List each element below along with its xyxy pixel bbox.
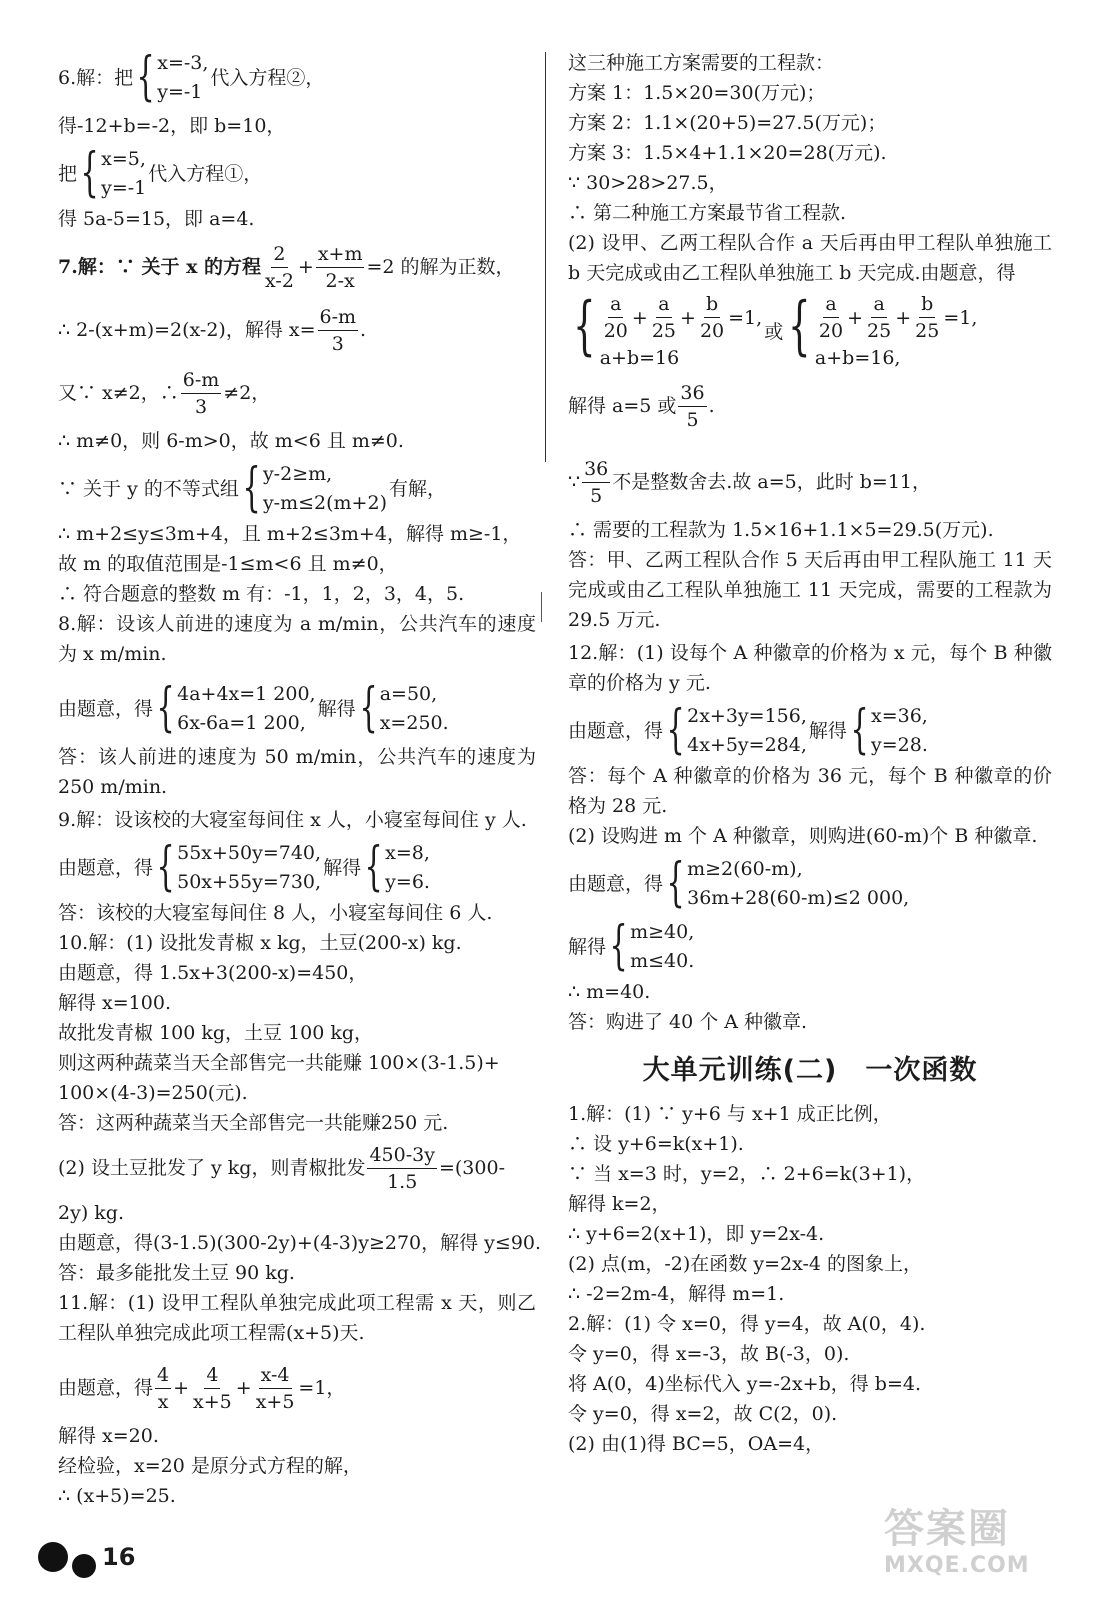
q6-line2: 得-12+b=-2，即 b=10， [58, 115, 286, 137]
q10-line1: 10.解：(1) 设批发青椒 x kg，土豆(200-x) kg. [58, 932, 462, 954]
q9-sys2-l1: x=8, [385, 842, 430, 864]
q11b-sysA-l1: $\frac{a}{20}$ + $\frac{a}{25}$ + $\frac{b}{20}$ =1, [603, 293, 763, 342]
q11-line4: 经检验，x=20 是原分式方程的解， [58, 1455, 362, 1477]
frac-den: 25 [915, 320, 940, 342]
q12-l6a: 解得 [568, 936, 607, 958]
q12-line6 [568, 917, 1052, 977]
q6-after2: 代入方程①， [148, 163, 263, 185]
q7-frac1 [263, 241, 296, 294]
q9-l2a: 由题意，得 [58, 857, 154, 879]
q11-frac1 [155, 1362, 171, 1415]
q8-para1: 8.解：设该人前进的速度为 a m/min，公共汽车的速度为 x m/min. [58, 613, 536, 665]
q11-l2b: =1， [298, 1377, 346, 1399]
q11b-line11: ∴ 需要的工程款为 1.5×16+1.1×5=29.5(万元). [568, 519, 994, 541]
frac-den: 20 [818, 320, 844, 342]
frac-num: 450-3y [367, 1142, 437, 1169]
s1-line5: ∴ y+6=2(x+1)，即 y=2x-4. [568, 1223, 825, 1245]
q10-line5: 则这两种蔬菜当天全部售完一共能赚 100×(3-1.5)+ [58, 1052, 500, 1074]
frac-den: 5 [590, 484, 603, 507]
page-number-text: 16 [102, 1543, 136, 1571]
q11b-line1: 这三种施工方案需要的工程款： [568, 52, 835, 74]
q7-l1b: =2 的解为正数， [366, 256, 515, 278]
q12-system4: { m≥40, m≤40. [609, 916, 695, 976]
q7-l3a: 又∵ x≠2，∴ [58, 382, 179, 404]
q7-sys-l1: y-2≥m, [262, 463, 333, 485]
frac-num: 4 [204, 1362, 220, 1389]
q8-sys2-l1: a=50, [379, 683, 438, 705]
frac-num: 4 [155, 1362, 171, 1389]
q10-frac1 [367, 1142, 437, 1195]
q9-system2: { x=8, y=6. [364, 837, 430, 897]
frac-num: a [656, 291, 671, 318]
s1-line3: ∵ 当 x=3 时，y=2，∴ 2+6=k(3+1)， [568, 1163, 926, 1185]
q8-sys1-l2: 6x-6a=1 200, [177, 712, 306, 734]
q9-sys2-l2: y=6. [385, 871, 430, 893]
frac-num: 2 [271, 241, 287, 268]
q7-line3 [58, 363, 536, 423]
q12-line5 [568, 854, 1052, 914]
q11b-frac9 [678, 380, 706, 433]
q10-line8 [58, 1138, 536, 1198]
q12-system2: { x=36, y=28. [850, 700, 928, 760]
q6-prefix: 6.解：把 [58, 67, 134, 89]
frac-den: 1.5 [387, 1170, 418, 1193]
q12-line2 [568, 701, 1052, 761]
q7-line5 [58, 459, 536, 519]
q9-l2b: 解得 [323, 857, 362, 879]
s2-line1: 2.解：(1) 令 x=0，得 y=4，故 A(0，4). [568, 1313, 926, 1335]
q11b-line3: 方案 2：1.1×(20+5)=27.5(万元)； [568, 112, 887, 134]
q11b-line5: ∵ 30>28>27.5， [568, 172, 728, 194]
q7-line8: ∴ 符合题意的整数 m 有：-1，1，2，3，4，5. [58, 583, 465, 605]
q6-sys2-l2: y=-1 [101, 177, 147, 199]
q11-plus: + [173, 1377, 190, 1399]
q10-l8b: =(300- [438, 1157, 505, 1179]
s2-line5: (2) 由(1)得 BC=5，OA=4， [568, 1433, 825, 1455]
frac-den: 25 [867, 320, 892, 342]
frac-num: a [823, 291, 838, 318]
frac-num: a [871, 291, 886, 318]
q12-l2b: 解得 [808, 720, 847, 742]
q11b-line9 [568, 376, 1052, 436]
q10-line2: 由题意，得 1.5x+3(200-x)=450， [58, 962, 368, 984]
q12-line4: (2) 设购进 m 个 A 种徽章，则购进(60-m)个 B 种徽章. [568, 825, 1038, 847]
left-column [58, 47, 542, 1511]
frac-num: a [608, 291, 623, 318]
q10-l8a: (2) 设土豆批发了 y kg，则青椒批发 [58, 1157, 366, 1179]
q7-line7: 故 m 的取值范围是-1≤m<6 且 m≠0， [58, 553, 398, 575]
q11b-l9b: . [708, 395, 715, 417]
q11b-frac10 [582, 456, 610, 509]
s2-line4: 令 y=0，得 x=2，故 C(2，0). [568, 1403, 838, 1425]
q7-line2 [58, 300, 536, 360]
q11b-systems [568, 291, 1052, 373]
frac-num: 36 [582, 456, 610, 483]
watermark-bottom: MXQE.COM [884, 1553, 1030, 1578]
q11-line3: 解得 x=20. [58, 1425, 159, 1447]
watermark-logo [884, 1505, 1074, 1593]
q12-l2a: 由题意，得 [568, 720, 664, 742]
frac-den: x+5 [255, 1390, 295, 1413]
q7-system: { y-2≥m, y-m≤2(m+2) [242, 458, 387, 518]
q7-line6: ∴ m+2≤y≤3m+4，且 m+2≤3m+4，解得 m≥-1， [58, 523, 522, 545]
q10-line10: 由题意，得(3-1.5)(300-2y)+(4-3)y≥270，解得 y≤90. [58, 1232, 542, 1254]
s1-line4: 解得 k=2， [568, 1193, 671, 1215]
q7-l3b: ≠2， [223, 382, 271, 404]
q6-line3 [58, 144, 536, 204]
sys-tail: =1, [943, 306, 978, 329]
q8-sys1-l1: 4a+4x=1 200, [177, 683, 316, 705]
page-number [38, 1536, 135, 1578]
q9-sys1-l1: 55x+50y=740, [177, 842, 322, 864]
q11-plus2: + [235, 1377, 252, 1399]
q10-line3: 解得 x=100. [58, 992, 171, 1014]
q12-system1: { 2x+3y=156, 4x+5y=284, [666, 700, 807, 760]
frac-num: b [919, 291, 935, 318]
s1-line7: ∴ -2=2m-4，解得 m=1. [568, 1283, 785, 1305]
q9-line2 [58, 838, 536, 898]
q6-line4: 得 5a-5=15，即 a=4. [58, 208, 255, 230]
q12-system3: { m≥2(60-m), 36m+28(60-m)≤2 000, [666, 853, 910, 913]
q7-l5a: ∵ 关于 y 的不等式组 [58, 478, 239, 500]
q10-line9: 2y) kg. [58, 1202, 124, 1224]
q11-l2a: 由题意，得 [58, 1377, 154, 1399]
q6-line1 [58, 48, 536, 108]
q6-sys1-l2: y=-1 [157, 81, 203, 103]
frac-den: 2-x [325, 269, 355, 292]
margin-tick [541, 592, 542, 622]
s2-line2: 令 y=0，得 x=-3，故 B(-3，0). [568, 1343, 850, 1365]
q6-sys1-l1: x=-3, [157, 52, 209, 74]
s1-line6: (2) 点(m，-2)在函数 y=2x-4 的图象上， [568, 1253, 923, 1275]
q11b-l9a: 解得 a=5 或 [568, 395, 677, 417]
q11-frac2 [191, 1362, 234, 1415]
q11b-sysB-l1: $\frac{a}{20}$ + $\frac{a}{25}$ + $\frac{b}{25}$ =1, [818, 293, 978, 342]
q11b-systemA: { $\frac{a}{20}$ + $\frac{a}{25}$ + $\frac{b}{20}$ =1, a+b=16 [570, 291, 762, 373]
frac-den: 3 [331, 332, 344, 355]
q12-sys4-l1: m≥40, [630, 921, 695, 943]
dot-icon [72, 1554, 96, 1578]
q11b-sysB-l2: a+b=16, [814, 347, 901, 369]
q7-line1 [58, 237, 536, 297]
q8-para3: 答：该人前进的速度为 50 m/min，公共汽车的速度为 250 m/min. [58, 746, 536, 798]
dot-icon [38, 1542, 68, 1572]
q7-l5b: 有解， [388, 478, 446, 500]
section-title: 大单元训练(二) 一次函数 [642, 1055, 978, 1086]
q12-para3: 答：每个 A 种徽章的价格为 36 元，每个 B 种徽章的价格为 28 元. [568, 765, 1052, 817]
frac-den: 25 [651, 320, 677, 342]
q7-sys-l2: y-m≤2(m+2) [262, 492, 387, 514]
q12-sys2-l1: x=36, [871, 705, 928, 727]
q11b-l10a: ∵ [568, 471, 581, 493]
q8-l2b: 解得 [317, 698, 356, 720]
q12-line8: 答：购进了 40 个 A 种徽章. [568, 1011, 808, 1033]
q8-sys2-l2: x=250. [379, 712, 449, 734]
q6-after1: 代入方程②， [210, 67, 325, 89]
q6-system1: { x=-3, y=-1 [136, 47, 209, 107]
q12-para1: 12.解：(1) 设每个 A 种徽章的价格为 x 元，每个 B 种徽章的价格为 y 元. [568, 642, 1052, 694]
q11-line2 [58, 1358, 536, 1418]
q10-line4: 故批发青椒 100 kg，土豆 100 kg， [58, 1022, 374, 1044]
q12-sys1-l1: 2x+3y=156, [687, 705, 807, 727]
frac-num: b [704, 291, 720, 318]
frac-den: x+5 [193, 1390, 232, 1413]
frac-num: 36 [678, 380, 706, 407]
q8-system2: { a=50, x=250. [359, 678, 449, 738]
q11b-l10b: 不是整数舍去.故 a=5，此时 b=11， [612, 471, 931, 493]
q9-system1: { 55x+50y=740, 50x+55y=730, [156, 837, 322, 897]
q7-frac4 [181, 367, 222, 420]
q7-frac3 [318, 304, 359, 357]
q12-sys3-l2: 36m+28(60-m)≤2 000, [687, 887, 910, 909]
q8-system1: { 4a+4x=1 200, 6x-6a=1 200, [156, 678, 316, 738]
q7-line4: ∴ m≠0，则 6-m>0，故 m<6 且 m≠0. [58, 430, 404, 452]
q7-frac2 [316, 241, 365, 294]
q10-line6: 100×(4-3)=250(元). [58, 1082, 248, 1104]
s2-line3: 将 A(0，4)坐标代入 y=-2x+b，得 b=4. [568, 1373, 922, 1395]
q7-l1a: 7.解：∵ 关于 x 的方程 [58, 256, 262, 278]
q11-frac3 [254, 1362, 297, 1415]
q7-l2a: ∴ 2-(x+m)=2(x-2)，解得 x= [58, 319, 316, 341]
q12-sys4-l2: m≤40. [630, 950, 695, 972]
q7-plus: + [297, 256, 314, 278]
q11b-para7: (2) 设甲、乙两工程队合作 a 天后再由甲工程队单独施工 b 天完成或由乙工程队单独施工 b 天完成.由题意，得 [568, 232, 1052, 284]
q12-line7: ∴ m=40. [568, 981, 651, 1003]
frac-num: 6-m [181, 367, 222, 394]
q11-line5: ∴ (x+5)=25. [58, 1485, 176, 1507]
q11b-systemB: { $\frac{a}{20}$ + $\frac{a}{25}$ + $\frac{b}{25}$ =1, a+b=16, [785, 291, 977, 373]
q8-l2a: 由题意，得 [58, 698, 154, 720]
q7-l2b: . [360, 319, 367, 341]
q11b-line4: 方案 3：1.5×4+1.1×20=28(万元). [568, 142, 887, 164]
q11b-or: 或 [764, 321, 784, 343]
frac-den: 3 [194, 395, 208, 418]
q6-system2: { x=5, y=-1 [80, 143, 147, 203]
s1-line1: 1.解：(1) ∵ y+6 与 x+1 成正比例， [568, 1103, 892, 1125]
q6-p3-prefix: 把 [58, 163, 78, 185]
q6-sys2-l1: x=5, [101, 148, 146, 170]
frac-den: 20 [603, 320, 628, 342]
q11-para1: 11.解：(1) 设甲工程队单独完成此项工程需 x 天，则乙工程队单独完成此项工程需(x+5)天. [58, 1292, 536, 1344]
q12-sys3-l1: m≥2(60-m), [687, 858, 803, 880]
q11b-line2: 方案 1：1.5×20=30(万元)； [568, 82, 826, 104]
right-column [568, 48, 1052, 1459]
q12-sys1-l2: 4x+5y=284, [687, 734, 807, 756]
column-divider [545, 52, 546, 462]
frac-num: 6-m [318, 304, 359, 331]
frac-den: 20 [699, 320, 725, 342]
frac-num: x+m [316, 241, 365, 268]
frac-den: x-2 [265, 269, 294, 292]
q12-l5a: 由题意，得 [568, 873, 664, 895]
s1-line2: ∴ 设 y+6=k(x+1). [568, 1133, 744, 1155]
q11b-line6: ∴ 第二种施工方案最节省工程款. [568, 202, 847, 224]
q12-sys2-l2: y=28. [871, 734, 928, 756]
sys-tail: =1, [728, 306, 763, 329]
q10-line11: 答：最多能批发土豆 90 kg. [58, 1262, 295, 1284]
watermark-top: 答案圈 [884, 1506, 1010, 1552]
frac-num: x-4 [259, 1362, 292, 1389]
q9-sys1-l2: 50x+55y=730, [177, 871, 322, 893]
q11b-para12: 答：甲、乙两工程队合作 5 天后再由甲工程队施工 11 天完成或由乙工程队单独施工 11 天完成，需要的工程款为 29.5 万元. [568, 549, 1052, 631]
frac-den: x [157, 1390, 169, 1413]
q11b-line10 [568, 452, 1052, 512]
q9-line3: 答：该校的大寝室每间住 8 人，小寝室每间住 6 人. [58, 902, 493, 924]
q10-line7: 答：这两种蔬菜当天全部售完一共能赚250 元. [58, 1112, 449, 1134]
q8-line2 [58, 679, 536, 739]
frac-den: 5 [686, 408, 699, 431]
q11b-sysA-l2: a+b=16 [599, 347, 680, 369]
q9-line1: 9.解：设该校的大寝室每间住 x 人，小寝室每间住 y 人. [58, 809, 527, 831]
